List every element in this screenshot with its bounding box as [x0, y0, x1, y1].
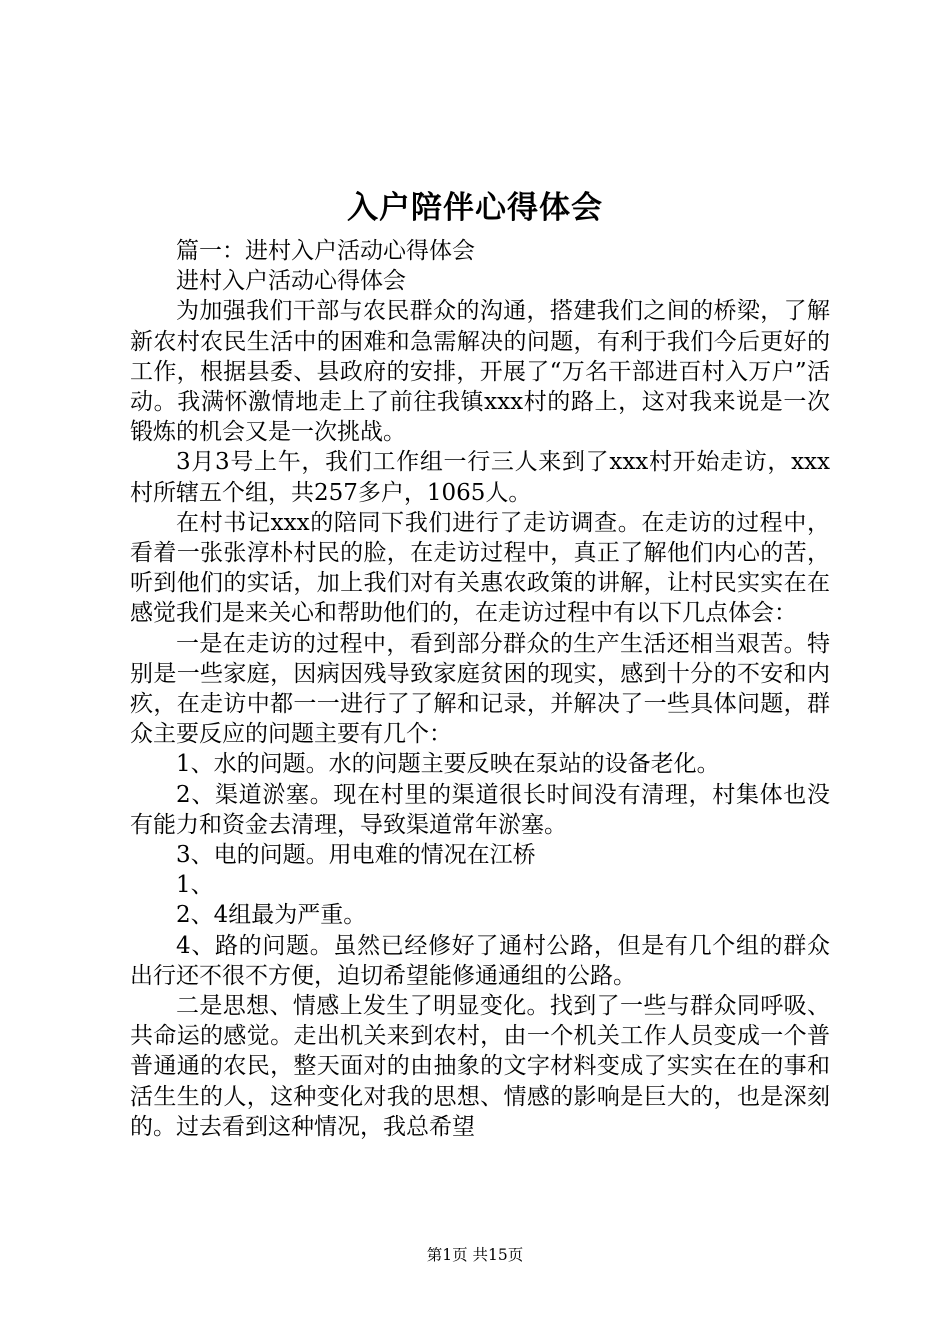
- paragraph: 在村书记xxx的陪同下我们进行了走访调查。在走访的过程中，看着一张张淳朴村民的脸，在走访过程中，真正了解他们内心的苦，听到他们的实话，加上我们对有关惠农政策的讲解，让村民实实在在感觉我们是来关心和帮助他们的，在走访过程中有以下几点体会：: [130, 509, 830, 627]
- paragraph: 二是思想、情感上发生了明显变化。找到了一些与群众同呼吸、共命运的感觉。走出机关来到农村，由一个机关工作人员变成一个普普通通的农民，整天面对的由抽象的文字材料变成了实实在在的事和活生生的人，这种变化对我的思想、情感的影响是巨大的，也是深刻的。过去看到这种情况，我总希望: [130, 993, 830, 1140]
- paragraph: 3、电的问题。用电难的情况在江桥: [176, 842, 536, 869]
- paragraph: 1、: [176, 872, 214, 899]
- paragraph: 为加强我们干部与农民群众的沟通，搭建我们之间的桥梁，了解新农村农民生活中的困难和急需解决的问题，有利于我们今后更好的工作，根据县委、县政府的安排，开展了“万名干部进百村入万户”活动。我满怀激情地走上了前往我镇xxx村的路上，这对我来说是一次锻炼的机会又是一次挑战。: [130, 298, 830, 446]
- page-footer: 第1页 共15页: [426, 1246, 524, 1264]
- paragraph: 3月3号上午，我们工作组一行三人来到了xxx村开始走访，xxx村所辖五个组，共257多户，1065人。: [130, 449, 830, 506]
- paragraph: 2、渠道淤塞。现在村里的渠道很长时间没有清理，村集体也没有能力和资金去清理，导致渠道常年淤塞。: [130, 781, 830, 838]
- paragraph: 篇一：进村入户活动心得体会: [176, 238, 475, 264]
- document-body: [130, 236, 830, 1142]
- paragraph: 2、4组最为严重。: [176, 902, 367, 929]
- paragraph: 一是在走访的过程中，看到部分群众的生产生活还相当艰苦。特别是一些家庭，因病因残导致家庭贫困的现实，感到十分的不安和内疚，在走访中都一一进行了了解和记录，并解决了一些具体问题，群众主要反应的问题主要有几个：: [130, 630, 830, 748]
- paragraph: 进村入户活动心得体会: [176, 268, 406, 295]
- paragraph: 4、路的问题。虽然已经修好了通村公路，但是有几个组的群众出行还不很不方便，迫切希望能修通通组的公路。: [130, 932, 830, 989]
- paragraph: 1、水的问题。水的问题主要反映在泵站的设备老化。: [176, 751, 720, 778]
- document-title: 入户陪伴心得体会: [347, 190, 603, 226]
